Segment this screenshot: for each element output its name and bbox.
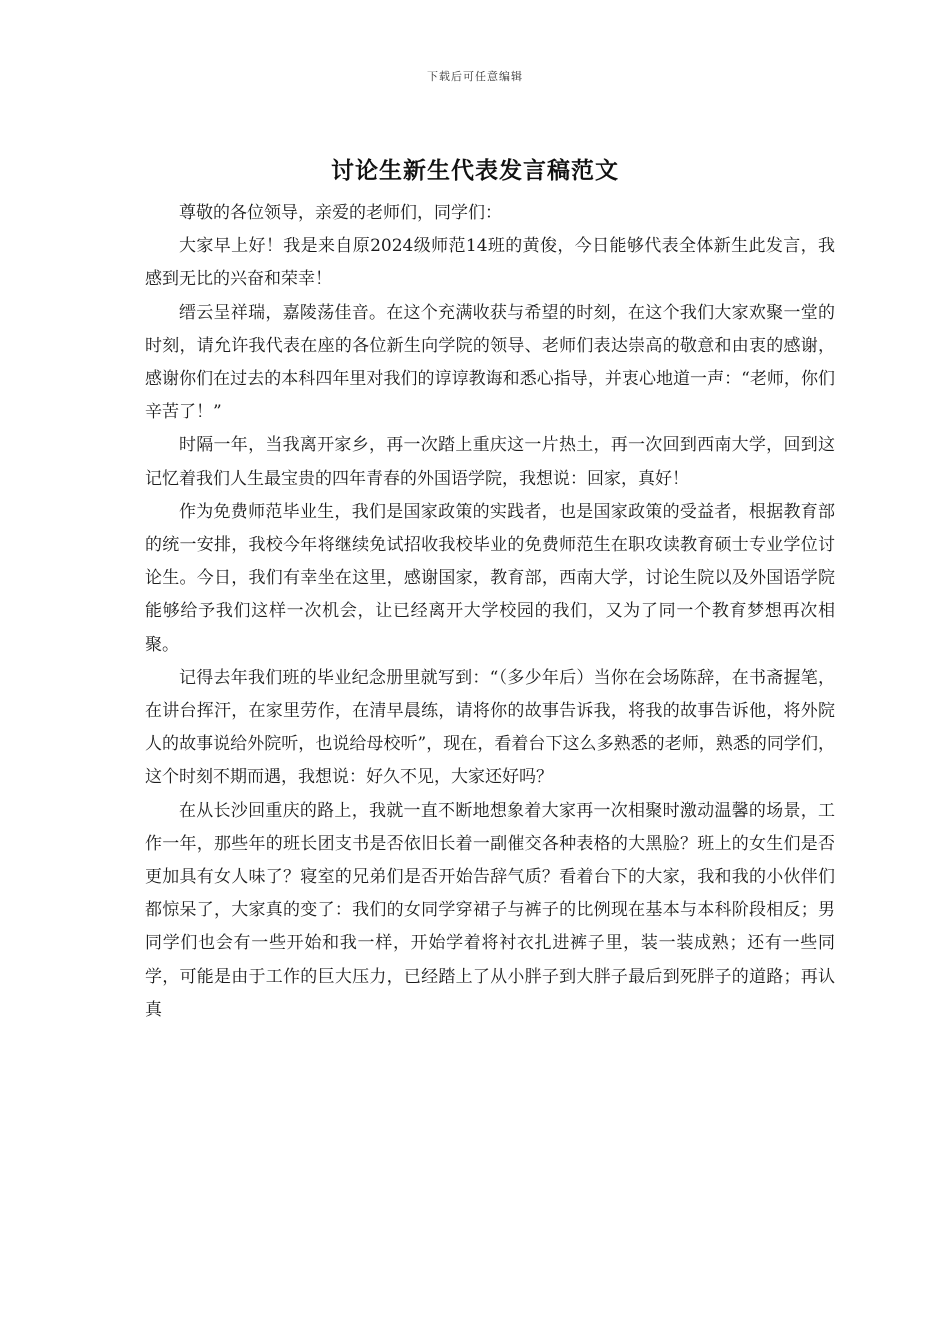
document-body xyxy=(145,197,835,1027)
paragraph-greeting: 大家早上好！我是来自原2024级师范14班的黄俊，今日能够代表全体新生此发言，我感到无比的兴奋和荣幸！ xyxy=(145,236,835,290)
paragraph-memory: 记得去年我们班的毕业纪念册里就写到：“（多少年后）当你在会场陈辞，在书斋握笔，在讲台挥汗，在家里劳作，在清早晨练，请将你的故事告诉我，将我的故事告诉他，将外院人的故事说给外院听，也说给母校听”，现在，看着台下这么多熟悉的老师，熟悉的同学们，这个时刻不期而遇，我想说：好久不见，大家还好吗？ xyxy=(145,667,835,788)
paragraph-reunion: 在从长沙回重庆的路上，我就一直不断地想象着大家再一次相聚时激动温馨的场景，工作一年，那些年的班长团支书是否依旧长着一副催交各种表格的大黑脸？班上的女生们是否更加具有女人味了？寝室的兄弟们是否开始告辞气质？看着台下的大家，我和我的小伙伴们都惊呆了，大家真的变了：我们的女同学穿裙子与裤子的比例现在基本与本科阶段相反；男同学们也会有一些开始和我一样，开始学着将衬衣扎进裤子里，装一装成熟；还有一些同学，可能是由于工作的巨大压力，已经踏上了从小胖子到大胖子最后到死胖子的道路；再认真 xyxy=(145,800,835,1020)
document-title: 讨论生新生代表发言稿范文 xyxy=(331,157,619,184)
paragraph-thanks: 缙云呈祥瑞，嘉陵荡佳音。在这个充满收获与希望的时刻，在这个我们大家欢聚一堂的时刻，请允许我代表在座的各位新生向学院的领导、老师们表达崇高的敬意和由衷的感谢，感谢你们在过去的本科四年里对我们的谆谆教诲和悉心指导，并衷心地道一声：“老师，你们辛苦了！” xyxy=(145,302,835,423)
paragraph-salutation: 尊敬的各位领导，亲爱的老师们，同学们： xyxy=(179,203,502,223)
page-header-note: 下载后可任意编辑 xyxy=(427,70,523,83)
paragraph-policy: 作为免费师范毕业生，我们是国家政策的实践者，也是国家政策的受益者，根据教育部的统一安排，我校今年将继续免试招收我校毕业的免费师范生在职攻读教育硕士专业学位讨论生。今日，我们有幸坐在这里，感谢国家，教育部，西南大学，讨论生院以及外国语学院能够给予我们这样一次机会，让已经离开大学校园的我们，又为了同一个教育梦想再次相聚。 xyxy=(145,501,835,655)
paragraph-return: 时隔一年，当我离开家乡，再一次踏上重庆这一片热土，再一次回到西南大学，回到这记忆着我们人生最宝贵的四年青春的外国语学院，我想说：回家，真好！ xyxy=(145,435,835,489)
